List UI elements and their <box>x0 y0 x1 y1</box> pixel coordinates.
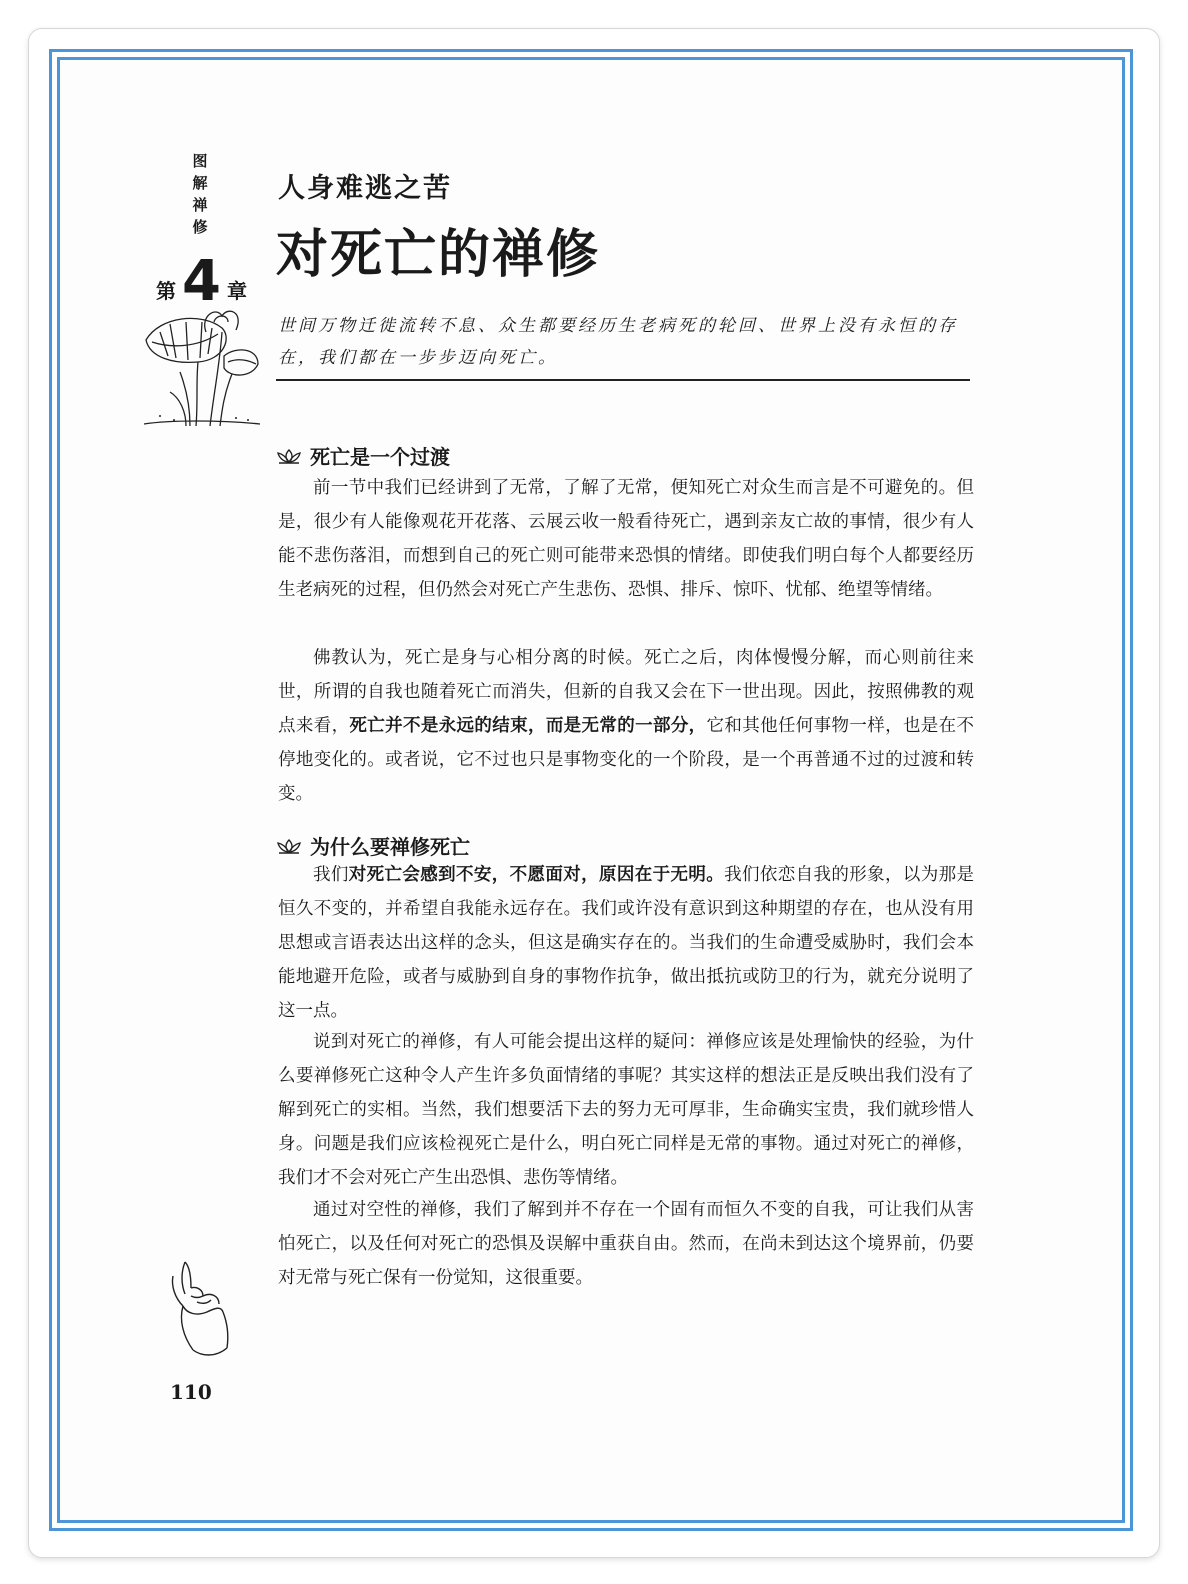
mudra-hand-illustration-icon <box>163 1258 243 1363</box>
intro-divider <box>276 379 970 381</box>
chapter-subtitle: 人身难逃之苦 <box>278 173 452 204</box>
intro-text: 世间万物迁徙流转不息、众生都要经历生老病死的轮回、世界上没有永恒的存在，我们都在一步步迈向死亡。 <box>278 316 958 368</box>
paragraph: 前一节中我们已经讲到了无常，了解了无常，便知死亡对众生而言是不可避免的。但是，很少有人能像观花开花落、云展云收一般看待死亡，遇到亲友亡故的事情，很少有人能不悲伤落泪，而想到自己的死亡则可能带来恐惧的情绪。即使我们明白每个人都要经历生老病死的过程，但仍然会对死亡产生悲伤、恐惧、排斥、惊吓、忧郁、绝望等情绪。 <box>278 478 974 600</box>
lotus-illustration-icon <box>140 302 264 432</box>
paragraph-text: 我们依恋自我的形象，以为那是恒久不变的，并希望自我能永远存在。我们或许没有意识到这种期望的存在，也从没有用思想或言语表达出这样的念头，但这是确实存在的。当我们的生命遭受威胁时，我们会本能地避开危险，或者与威胁到自身的事物作抗争，做出抵抗或防卫的行为，就充分说明了这一点。 <box>278 865 974 1021</box>
lotus-bullet-icon <box>276 448 302 464</box>
page-title: 对死亡的禅修 <box>276 225 601 285</box>
paragraph-emphasis: 对死亡会感到不安，不愿面对，原因在于无明。 <box>348 865 725 885</box>
page-number: 110 <box>170 1380 212 1404</box>
lotus-bullet-icon <box>276 838 302 854</box>
series-vertical-label: 图解禅修 <box>192 152 208 236</box>
chapter-prefix: 第 <box>156 279 176 303</box>
paragraph-text: 它和其他任何事物一样，也是在不停地变化的。或者说，它不过也只是事物变化的一个阶段，是一个再普通不过的过渡和转变。 <box>278 716 975 804</box>
paragraph <box>278 858 974 1028</box>
paragraph-emphasis: 死亡并不是永远的结束，而是无常的一部分， <box>349 716 707 736</box>
paragraph <box>278 641 974 811</box>
paragraph-text: 佛教认为，死亡是身与心相分离的时候。死亡之后，肉体慢慢分解，而心则前往来世，所谓的自我也随着死亡而消失，但新的自我又会在下一世出现。因此，按照佛教的观点来看， <box>278 648 974 736</box>
section-heading-why-meditate <box>276 831 470 860</box>
paragraph: 通过对空性的禅修，我们了解到并不存在一个固有而恒久不变的自我，可让我们从害怕死亡，以及任何对死亡的恐惧及误解中重获自由。然而，在尚未到达这个境界前，仍要对无常与死亡保有一份觉知，这很重要。 <box>278 1200 974 1288</box>
chapter-suffix: 章 <box>226 279 247 303</box>
section-heading-death-transition <box>276 441 450 470</box>
paragraph-text: 我们 <box>313 865 349 885</box>
paragraph: 说到对死亡的禅修，有人可能会提出这样的疑问：禅修应该是处理愉快的经验，为什么要禅修死亡这种令人产生许多负面情绪的事呢？其实这样的想法正是反映出我们没有了解到死亡的实相。当然，我们想要活下去的努力无可厚非，生命确实宝贵，我们就珍惜人身。问题是我们应该检视死亡是什么，明白死亡同样是无常的事物。通过对死亡的禅修，我们才不会对死亡产生出恐惧、悲伤等情绪。 <box>278 1032 974 1188</box>
section-heading-text: 死亡是一个过渡 <box>310 445 450 469</box>
section-heading-text: 为什么要禅修死亡 <box>310 835 470 859</box>
chapter-number: 4 <box>182 249 221 314</box>
